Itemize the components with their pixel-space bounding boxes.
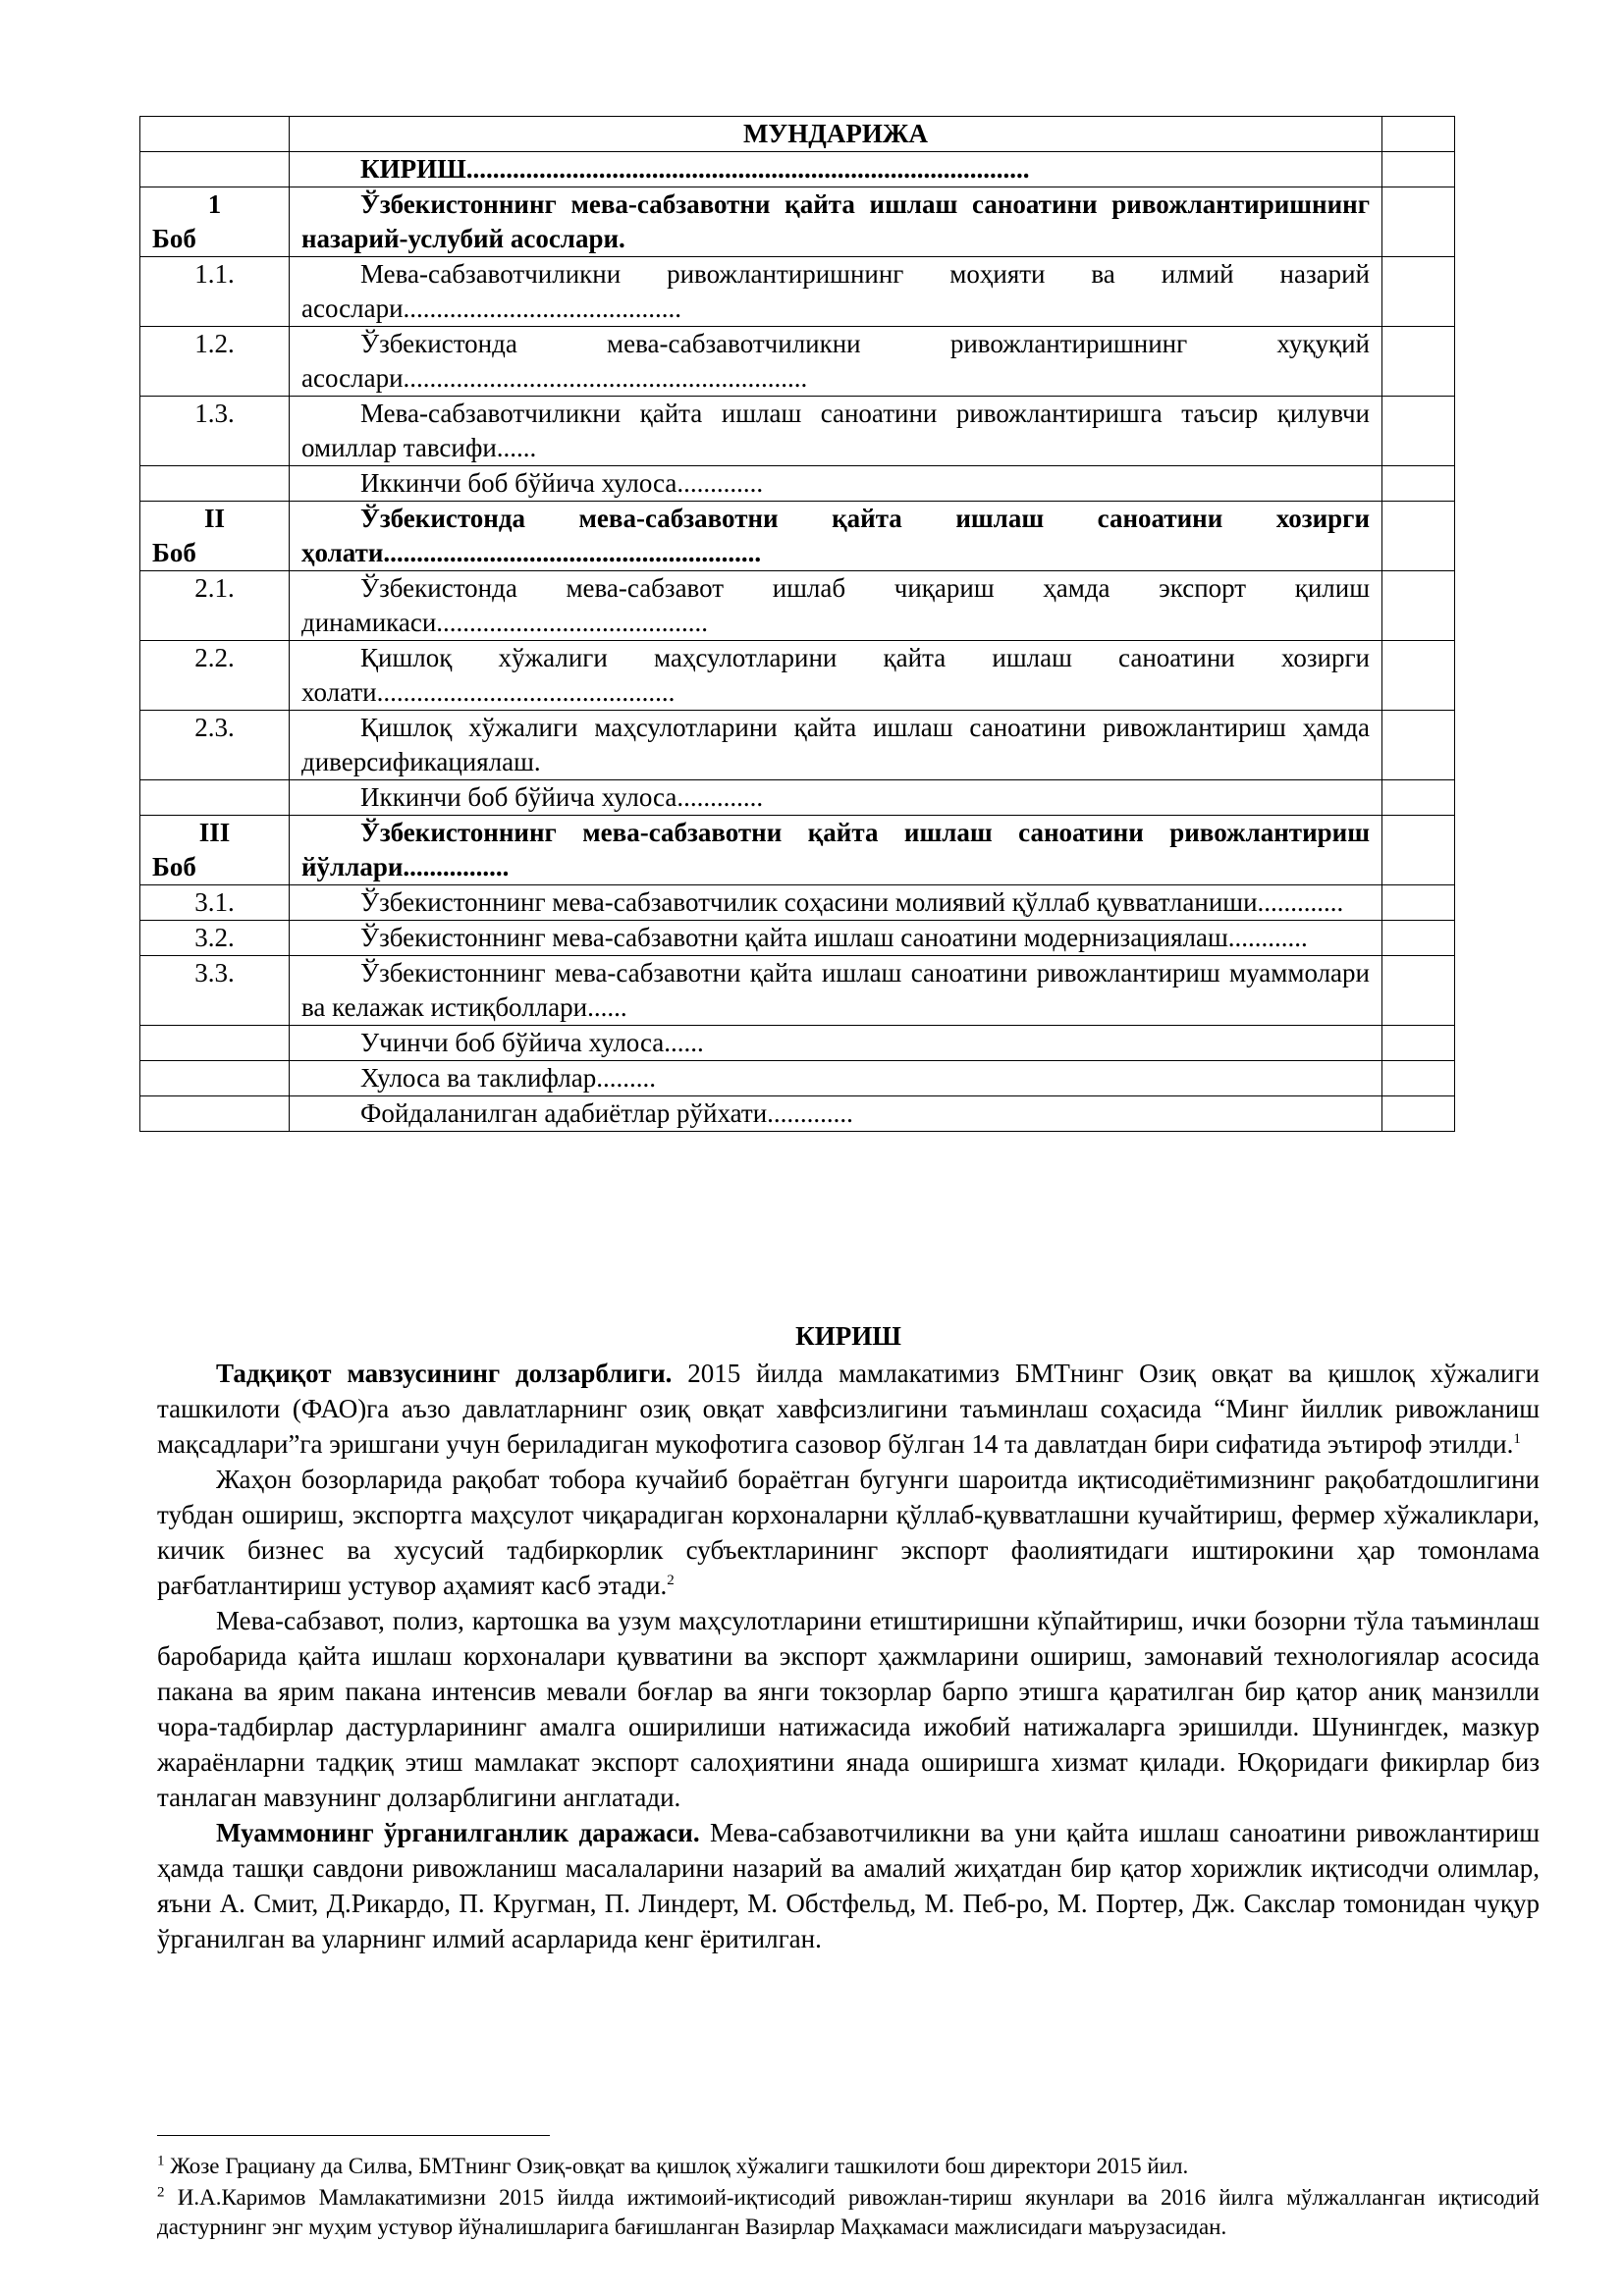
toc-row	[140, 571, 1455, 641]
toc-entry-text[interactable]: Қишлоқ хўжалиги маҳсулотларини қайта ишлаш саноатини ривожлантириш ҳамда диверсификациялаш.	[290, 711, 1382, 780]
toc-intro: КИРИШ.....................................................................................	[290, 152, 1382, 187]
toc-row	[140, 397, 1455, 466]
toc-entry-text[interactable]: Ўзбекистонда мева-сабзавотни қайта ишлаш саноатини хозирги ҳолати.........................................................	[290, 502, 1382, 571]
toc-page-cell	[1382, 327, 1455, 397]
toc-row-number	[140, 780, 290, 816]
toc-row-number	[140, 571, 290, 641]
intro-paragraph-1	[157, 1356, 1540, 1462]
toc-row-number	[140, 187, 290, 257]
toc-row-number-value: 3.3.	[194, 958, 235, 988]
toc-intro-row	[140, 152, 1455, 187]
toc-row-number-value: II	[203, 504, 225, 533]
toc-row-number-value: 1	[207, 189, 222, 219]
toc-row-number	[140, 921, 290, 956]
toc-row	[140, 502, 1455, 571]
toc-row	[140, 816, 1455, 885]
toc-row-number-value: 1.2.	[194, 329, 235, 358]
toc-chapter-word: Боб	[152, 224, 196, 253]
toc-page-cell	[1382, 257, 1455, 327]
footnote-text-2: И.А.Каримов Мамлакатимизни 2015 йилда ижтимоий-иқтисодий ривожлан-тириш якунлари ва 2016 йилга мўлжалланган иқтисодий дастурнинг энг муҳим устувор йўналишларига бағишланган Вазирлар Маҳкамаси мажлисидаги маърузасидан.	[157, 2185, 1540, 2239]
toc-row-number-value: III	[198, 818, 231, 847]
toc-row-number-value: 2.3.	[194, 713, 235, 742]
toc-row-number	[140, 1026, 290, 1061]
toc-entry-text[interactable]: Ўзбекистоннинг мева-сабзавотни қайта ишлаш саноатини ривожлантиришнинг назарий-услубий асослари.	[290, 187, 1382, 257]
toc-entry-text[interactable]: Мева-сабзавотчиликни қайта ишлаш саноатини ривожлантиришга таъсир қилувчи омиллар тавсифи......	[290, 397, 1382, 466]
relevance-title: Тадқиқот мавзусининг долзарблиги.	[216, 1359, 673, 1388]
footnote-mark-1: 1	[157, 2153, 165, 2169]
toc-row-number	[140, 1061, 290, 1096]
toc-entry-text[interactable]: Хулоса ва таклифлар.........	[290, 1061, 1382, 1096]
toc-row	[140, 1061, 1455, 1096]
toc-row	[140, 1026, 1455, 1061]
toc-row-number	[140, 397, 290, 466]
table-of-contents	[139, 116, 1455, 1132]
toc-page-cell	[1382, 502, 1455, 571]
toc-page-cell	[1382, 641, 1455, 711]
toc-page-cell	[1382, 466, 1455, 502]
footnote-text-1: Жозе Грациану да Силва, БМТнинг Озиқ-овқат ва қишлоқ хўжалиги ташкилоти бош директори 2015 йил.	[164, 2154, 1189, 2178]
footnote-divider	[157, 2135, 550, 2136]
toc-page-cell	[1382, 397, 1455, 466]
relevance-text: 2015 йилда мамлакатимиз БМТнинг Озиқ овқат ва қишлоқ хўжалиги ташкилоти (ФАО)га аъзо давлатларнинг озиқ овқат хавфсизлигини таъминлаш соҳасида “Минг йиллик ривожланиш мақсадлари”га эришгани учун бериладиган мукофотига сазовор бўлган 14 та давлатдан бири сифатида эътироф этилди.	[157, 1359, 1540, 1459]
intro-paragraph-2-text: Жаҳон бозорларида рақобат тобора кучайиб бораётган бугунги шароитда иқтисодиётимизнинг рақобатдошлигини тубдан ошириш, экспортга маҳсулот чиқарадиган корхоналарни қўллаб-қувватлашни кучайтириш, фермер хўжаликлари, кичик бизнес ва хусусий тадбиркорлик субъектларининг экспорт фаолиятидаги иштирокини ҳар томонлама рағбатлантириш устувор аҳамият касб этади.	[157, 1465, 1540, 1600]
toc-title: МУНДАРИЖА	[290, 117, 1382, 152]
toc-row-number	[140, 257, 290, 327]
toc-row-number	[140, 641, 290, 711]
toc-entry-text[interactable]: Иккинчи боб бўйича хулоса.............	[290, 466, 1382, 502]
introduction-section	[157, 1318, 1540, 1956]
toc-entry-text[interactable]: Ўзбекистоннинг мева-сабзавотчилик соҳасини молиявий қўллаб қувватланиши.............	[290, 885, 1382, 921]
toc-page-cell	[1382, 711, 1455, 780]
toc-page-cell	[1382, 1096, 1455, 1132]
footnote-mark-2: 2	[157, 2184, 165, 2201]
toc-row-number	[140, 1096, 290, 1132]
toc-entry-text[interactable]: Ўзбекистоннинг мева-сабзавотни қайта ишлаш саноатини ривожлантириш йўллари................	[290, 816, 1382, 885]
toc-page-cell	[1382, 780, 1455, 816]
footnotes	[157, 2152, 1540, 2244]
footnote-ref-2[interactable]: 2	[667, 1573, 675, 1588]
toc-row-number	[140, 711, 290, 780]
toc-row	[140, 641, 1455, 711]
toc-entry-text[interactable]: Учинчи боб бўйича хулоса......	[290, 1026, 1382, 1061]
toc-page-cell	[1382, 1061, 1455, 1096]
toc-chapter-word: Боб	[152, 538, 196, 567]
toc-row	[140, 921, 1455, 956]
research-degree-text: Мева-сабзавотчиликни ва уни қайта ишлаш саноатини ривожлантириш ҳамда ташқи савдони ривожланиш масалаларини назарий ва амалий жиҳатдан бир қатор хорижлик иқтисодчи олимлар, яъни А. Смит, Д.Рикардо, П. Кругман, П. Линдерт, М. Обстфельд, М. Пеб-ро, М. Портер, Дж. Сакслар томонидан чуқур ўрганилган ва уларнинг илмий асарларида кенг ёритилган.	[157, 1818, 1540, 1953]
toc-row-number	[140, 502, 290, 571]
toc-row-number-value: 2.1.	[194, 573, 235, 603]
toc-entry-text[interactable]: Ўзбекистонда мева-сабзавот ишлаб чиқариш ҳамда экспорт қилиш динамикаси.........................................	[290, 571, 1382, 641]
research-degree-title: Муаммонинг ўрганилганлик даражаси.	[216, 1818, 700, 1847]
intro-paragraph-3: Мева-сабзавот, полиз, картошка ва узум маҳсулотларини етиштиришни кўпайтириш, ички бозорни тўла таъминлаш баробарида қайта ишлаш корхоналари қувватини ва экспорт ҳажмларини ошириш, замонавий технологиялар асосида пакана ва ярим пакана интенсив мевали боғлар ва янги токзорлар барпо этишга қаратилган бир қатор аниқ манзилли чора-тадбирлар дастурларининг амалга оширилиши натижасида ижобий натижаларга эришилди. Шунингдек, мазкур жараёнларни тадқиқ этиш мамлакат экспорт салоҳиятини янада оширишга хизмат қилади. Юқоридаги фикирлар биз танлаган мавзунинг долзарблигини англатади.	[157, 1606, 1540, 1812]
toc-row-number-value: 3.2.	[194, 923, 235, 952]
toc-entry-text[interactable]: Ўзбекистоннинг мева-сабзавотни қайта ишлаш саноатини модернизациялаш............	[290, 921, 1382, 956]
intro-paragraph-2	[157, 1462, 1540, 1603]
toc-row-number	[140, 327, 290, 397]
toc-row	[140, 1096, 1455, 1132]
toc-title-row	[140, 117, 1455, 152]
toc-row-number	[140, 956, 290, 1026]
intro-paragraph-4	[157, 1815, 1540, 1956]
toc-row	[140, 780, 1455, 816]
toc-row-number-value: 1.3.	[194, 399, 235, 428]
footnote-ref-1[interactable]: 1	[1513, 1431, 1521, 1447]
toc-entry-text[interactable]: Иккинчи боб бўйича хулоса.............	[290, 780, 1382, 816]
toc-entry-text[interactable]: Мева-сабзавотчиликни ривожлантиришнинг моҳияти ва илмий назарий асослари..........................................	[290, 257, 1382, 327]
toc-page-cell	[1382, 571, 1455, 641]
footnote-2	[157, 2183, 1540, 2242]
toc-row	[140, 711, 1455, 780]
toc-page-cell	[1382, 187, 1455, 257]
toc-row	[140, 257, 1455, 327]
intro-heading: КИРИШ	[795, 1321, 901, 1351]
toc-row-number-value: 2.2.	[194, 643, 235, 672]
toc-row-number	[140, 466, 290, 502]
toc-entry-text[interactable]: Фойдаланилган адабиётлар рўйхати.............	[290, 1096, 1382, 1132]
toc-row-number-value: 1.1.	[194, 259, 235, 289]
toc-chapter-word: Боб	[152, 852, 196, 881]
toc-row	[140, 327, 1455, 397]
toc-page-cell	[1382, 956, 1455, 1026]
toc-row	[140, 187, 1455, 257]
toc-entry-text[interactable]: Ўзбекистонда мева-сабзавотчиликни ривожлантиришнинг хуқуқий асослари.............................................................	[290, 327, 1382, 397]
toc-page-cell	[1382, 921, 1455, 956]
toc-row	[140, 956, 1455, 1026]
toc-row-number	[140, 885, 290, 921]
toc-entry-text[interactable]: Қишлоқ хўжалиги маҳсулотларини қайта ишлаш саноатини хозирги холати.............................................	[290, 641, 1382, 711]
toc-page-cell	[1382, 816, 1455, 885]
toc-page-cell	[1382, 1026, 1455, 1061]
toc-row	[140, 466, 1455, 502]
toc-entry-text[interactable]: Ўзбекистоннинг мева-сабзавотни қайта ишлаш саноатини ривожлантириш муаммолари ва келажак истиқболлари......	[290, 956, 1382, 1026]
toc-page-cell	[1382, 885, 1455, 921]
toc-row	[140, 885, 1455, 921]
footnote-1	[157, 2152, 1540, 2181]
toc-row-number	[140, 816, 290, 885]
toc-row-number-value: 3.1.	[194, 887, 235, 917]
